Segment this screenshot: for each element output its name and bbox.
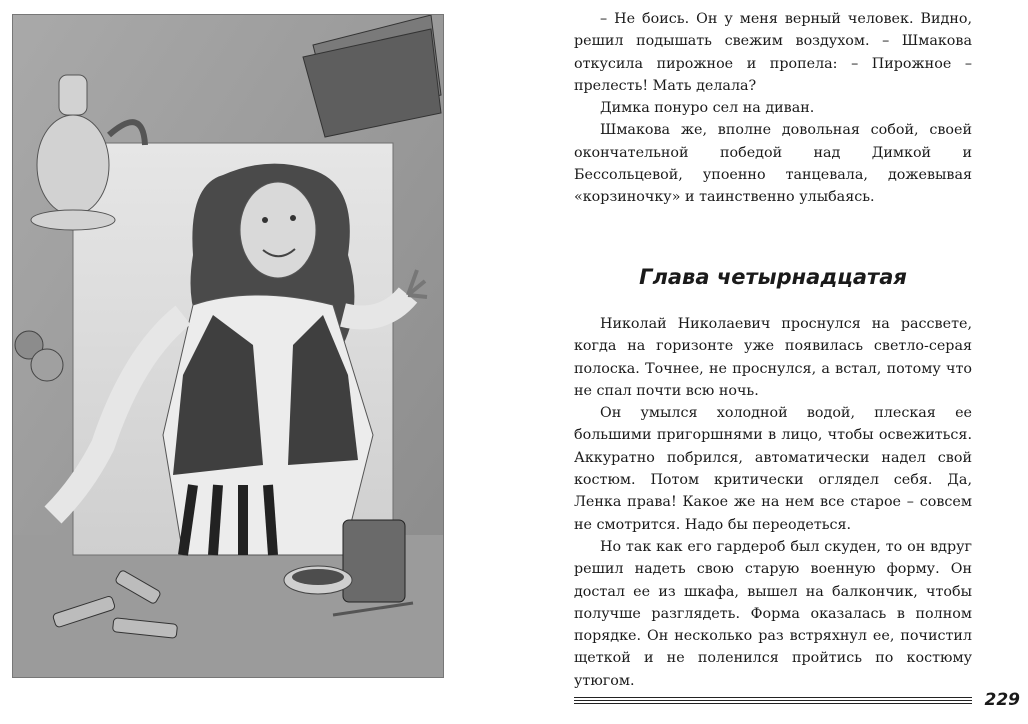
paragraph: – Не боись. Он у меня верный человек. Видно, решил подышать свежим воздухом. – Шмакова откусила пирожное и пропела: – Пирожное – прелесть! Мать делала? <box>574 11 972 94</box>
top-text-block <box>574 8 972 209</box>
paragraph: Он умылся холодной водой, плеская ее большими пригоршнями в лицо, чтобы освежиться. Аккуратно побрился, автоматически надел свой костюм. Потом критически оглядел себя. Да, Ленка права! Какое же на нем все старое – совсем не смотрится. Надо бы переодеться. <box>574 405 972 533</box>
paragraph: Димка понуро сел на диван. <box>600 100 815 117</box>
page-number: 229 <box>984 690 1020 710</box>
book-illustration <box>12 14 444 678</box>
chapter-title: Глава четырнадцатая <box>639 265 907 289</box>
chapter-text-block <box>574 313 972 692</box>
paragraph: Шмакова же, вполне довольная собой, своей окончательной победой над Димкой и Бессольцевой, упоенно танцевала, дожевывая «корзиночку» и таинственно улыбаясь. <box>574 122 972 206</box>
footer-rule <box>574 697 972 706</box>
girl-illustration-image <box>13 15 443 677</box>
page-footer <box>574 690 1020 714</box>
paragraph: Николай Николаевич проснулся на рассвете, когда на горизонте уже появилась светло-серая полоска. Точнее, не проснулся, а встал, потому что не спал почти всю ночь. <box>574 316 972 399</box>
paragraph: Но так как его гардероб был скуден, то он вдруг решил надеть свою старую военную форму. Он достал ее из шкафа, вышел на балкончик, чтобы получше разглядеть. Форма оказалась в полном порядке. Он несколько раз встряхнул ее, почистил щеткой и не поленился пройтись по костюму утюгом. <box>574 538 972 689</box>
